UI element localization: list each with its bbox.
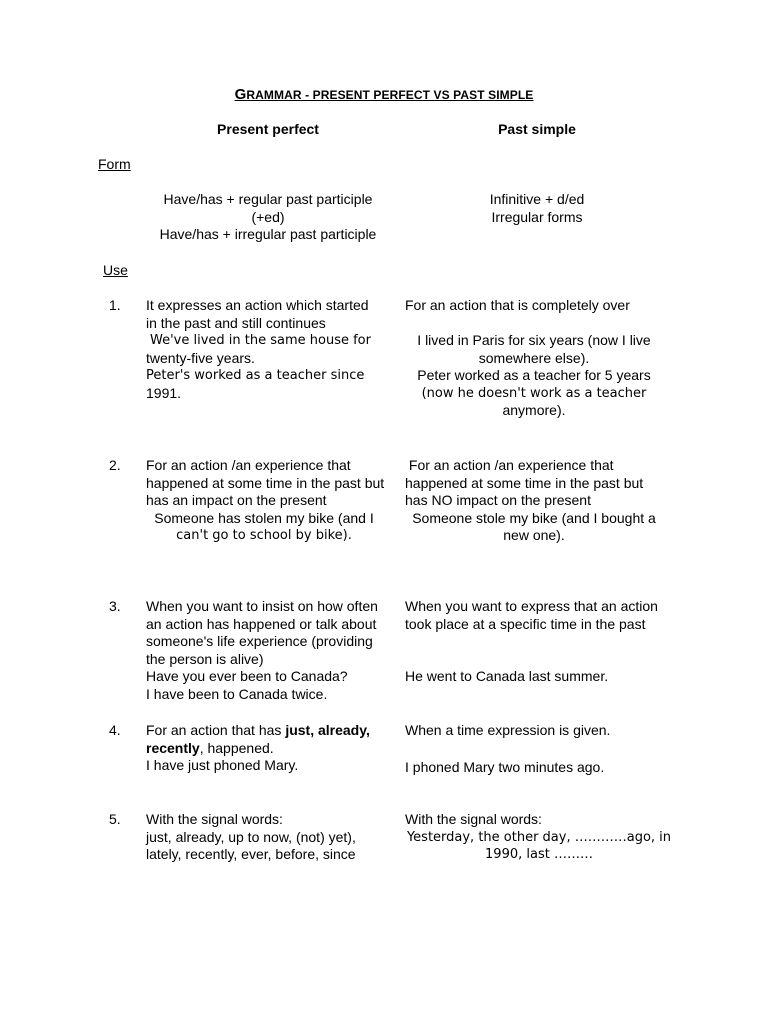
form-present-perfect: Have/has + regular past participle (+ed) Have/has + irregular past participle — [159, 191, 377, 242]
item-5-past-simple: With the signal words: Yesterday, the other day, …………ago, in 1990, last ……… — [405, 811, 672, 862]
item-3-past-simple: When you want to express that an action took place at a specific time in the past He went to Canada last summer. — [405, 598, 658, 684]
item-4-past-simple: When a time expression is given. I phoned Mary two minutes ago. — [405, 722, 611, 775]
item-1-past-simple: For an action that is completely over I lived in Paris for six years (now I live somewhere else). Peter worked as a teacher for 5 years (now he doesn't work as a teacher anymore). — [405, 297, 651, 418]
item-2-present-perfect: For an action /an experience that happened at some time in the past but has an impact on the present Someone has stolen my bike (and I can't go to school by bike). — [146, 457, 385, 543]
item-number: 4. — [109, 722, 121, 738]
page-title: GRAMMAR - PRESENT PERFECT VS PAST SIMPLE — [234, 86, 534, 103]
item-5-present-perfect: With the signal words: just, already, up to now, (not) yet), lately, recently, ever, before, since — [146, 811, 356, 862]
item-4-present-perfect: For an action that has just, already, recently, happened. I have just phoned Mary. — [146, 722, 370, 773]
item-2-past-simple: For an action /an experience that happened at some time in the past but has NO impact on the present Someone stole my bike (and I bought a new one). — [405, 457, 656, 543]
header-present-perfect: Present perfect — [217, 121, 319, 137]
item-1-present-perfect: It expresses an action which started in the past and still continues We've lived in the same house for twenty-five years. Peter's worked as a teacher since 1991. — [146, 297, 371, 401]
item-number: 2. — [109, 457, 121, 473]
use-label: Use — [103, 262, 128, 278]
item-number: 3. — [109, 598, 121, 614]
item-3-present-perfect: When you want to insist on how often an action has happened or talk about someone's life experience (providing the person is alive) Have you ever been to Canada? I have been to Canada twice. — [146, 598, 378, 702]
form-label: Form — [98, 156, 131, 172]
item-number: 5. — [109, 811, 121, 827]
item-number: 1. — [109, 297, 121, 313]
form-past-simple: Infinitive + d/ed Irregular forms — [489, 191, 585, 225]
header-past-simple: Past simple — [498, 121, 576, 137]
